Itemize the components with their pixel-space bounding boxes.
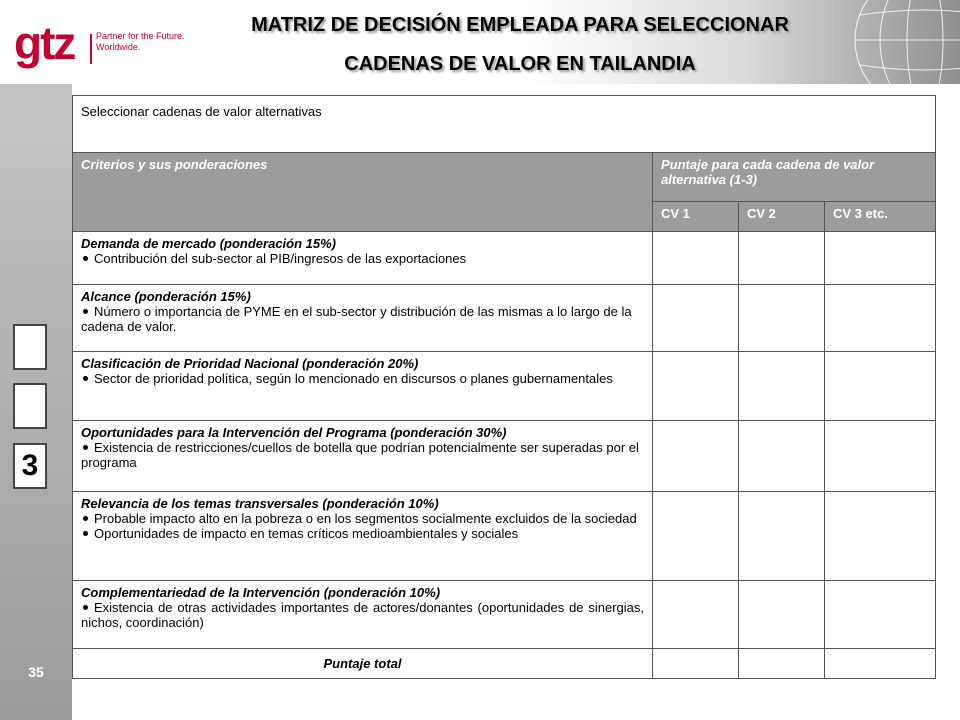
bullet-icon [83,445,88,450]
score-cell-cv1[interactable] [653,232,739,285]
criterion-title: Relevancia de los temas transversales (ponderación 10%) [81,496,439,511]
criterion-bullet [81,251,644,266]
score-cell-cv3[interactable] [825,232,936,285]
criterion-bullet [81,371,644,386]
bullet-icon [83,531,88,536]
score-cell-cv2[interactable] [739,581,825,649]
cv1-header: CV 1 [653,202,739,232]
score-cell-cv2[interactable] [739,492,825,581]
score-cell-cv2[interactable] [739,285,825,352]
criterion-title: Alcance (ponderación 15%) [81,289,251,304]
intro-cell: Seleccionar cadenas de valor alternativas [73,96,936,153]
title-line1: MATRIZ DE DECISIÓN EMPLEADA PARA SELECCIONAR [251,14,789,36]
criterion-cell [73,492,653,581]
criterion-bullet [81,304,644,334]
slide-title [190,6,850,84]
total-label: Puntaje total [73,649,653,679]
total-cell-cv2[interactable] [739,649,825,679]
criterion-cell [73,581,653,649]
criterion-bullet [81,600,644,630]
title-line2: CADENAS DE VALOR EN TAILANDIA [344,53,696,75]
criterion-title: Clasificación de Prioridad Nacional (ponderación 20%) [81,356,419,371]
bullet-icon [83,376,88,381]
score-header: Puntaje para cada cadena de valor alternativa (1-3) [653,153,936,202]
logo-brand: gtz [14,17,75,69]
score-cell-cv1[interactable] [653,285,739,352]
criterion-cell [73,285,653,352]
slide-header [0,0,960,84]
criterion-row [73,421,936,492]
score-cell-cv2[interactable] [739,421,825,492]
score-cell-cv3[interactable] [825,352,936,421]
criterion-bullet [81,440,644,470]
sidebar [0,84,72,720]
bullet-text: Probable impacto alto en la pobreza o en los segmentos socialmente excluidos de la sociedad [94,511,637,526]
logo-tagline [96,31,185,53]
decision-matrix-table [72,95,936,679]
globe-icon [825,0,960,84]
score-cell-cv1[interactable] [653,352,739,421]
bullet-text: Oportunidades de impacto en temas críticos medioambientales y sociales [94,526,519,541]
criterion-row [73,352,936,421]
criterion-cell [73,421,653,492]
criterion-title: Complementariedad de la Intervención (ponderación 10%) [81,585,441,600]
score-cell-cv1[interactable] [653,581,739,649]
criterion-title: Oportunidades para la Intervención del Programa (ponderación 30%) [81,425,507,440]
bullet-icon [83,605,88,610]
cv3-header: CV 3 etc. [825,202,936,232]
criterion-row [73,232,936,285]
total-row [73,649,936,679]
criterion-row [73,492,936,581]
bullet-icon [83,516,88,521]
criterion-title: Demanda de mercado (ponderación 15%) [81,236,337,251]
logo-separator [90,34,92,64]
cv2-header: CV 2 [739,202,825,232]
score-cell-cv1[interactable] [653,421,739,492]
bullet-text: Existencia de otras actividades importantes de actores/donantes (oportunidades de sinergias, nichos, coordinación) [81,600,644,630]
score-cell-cv2[interactable] [739,232,825,285]
gtz-logo [14,17,194,70]
bullet-text: Contribución del sub-sector al PIB/ingresos de las exportaciones [94,251,467,266]
score-cell-cv3[interactable] [825,421,936,492]
logo-tagline-line1: Partner for the Future. [96,31,185,41]
score-cell-cv3[interactable] [825,285,936,352]
criterion-cell [73,352,653,421]
criterion-bullet [81,511,644,526]
score-cell-cv3[interactable] [825,581,936,649]
total-cell-cv1[interactable] [653,649,739,679]
bullet-text: Sector de prioridad política, según lo mencionado en discursos o planes gubernamentales [94,371,613,386]
bullet-text: Número o importancia de PYME en el sub-sector y distribución de las mismas a lo largo de la cadena de valor. [81,304,632,334]
header-row [73,153,936,202]
logo-tagline-line2: Worldwide. [96,42,141,52]
score-cell-cv2[interactable] [739,352,825,421]
criterion-row [73,581,936,649]
bullet-text: Existencia de restricciones/cuellos de botella que podrían potencialmente ser superadas por el programa [81,440,639,470]
criterion-cell [73,232,653,285]
bullet-icon [83,309,88,314]
chapter-box-empty [13,324,47,370]
intro-row [73,96,936,153]
bullet-icon [83,256,88,261]
criterion-bullet [81,526,644,541]
total-cell-cv3[interactable] [825,649,936,679]
page-number: 35 [28,664,44,680]
chapter-box-empty [13,383,47,429]
score-cell-cv1[interactable] [653,492,739,581]
chapter-number-box: 3 [13,443,47,489]
criterion-row [73,285,936,352]
criteria-header: Criterios y sus ponderaciones [73,153,653,232]
score-cell-cv3[interactable] [825,492,936,581]
